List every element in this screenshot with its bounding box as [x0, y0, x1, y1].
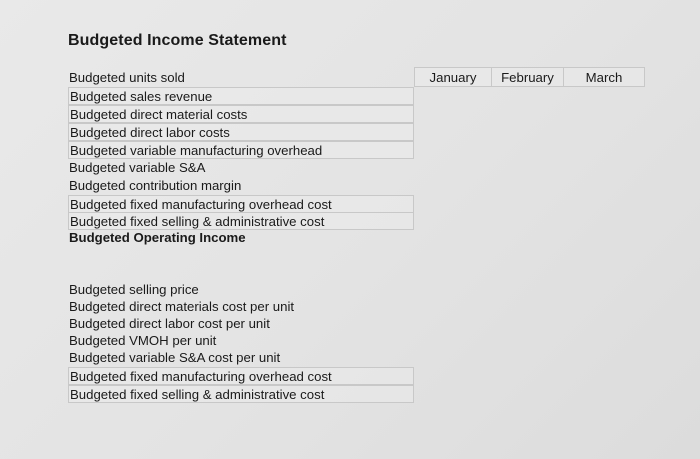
assumption-row-dl-per-unit: Budgeted direct labor cost per unit: [69, 316, 270, 331]
statement-row-contribution-margin: Budgeted contribution margin: [69, 178, 242, 193]
month-header-february[interactable]: February: [491, 67, 564, 87]
assumption-row-dm-per-unit: Budgeted direct materials cost per unit: [69, 299, 295, 314]
month-header-march[interactable]: March: [563, 67, 645, 87]
assumption-row-fixed-moh[interactable]: Budgeted fixed manufacturing overhead cost: [68, 367, 414, 385]
assumption-row-fixed-sa[interactable]: Budgeted fixed selling & administrative cost: [68, 385, 414, 403]
statement-row-variable-sa: Budgeted variable S&A: [69, 160, 206, 175]
assumption-row-variable-sa-per-unit: Budgeted variable S&A cost per unit: [69, 350, 281, 365]
statement-row-direct-labor[interactable]: Budgeted direct labor costs: [68, 123, 414, 141]
statement-row-variable-moh[interactable]: Budgeted variable manufacturing overhead: [68, 141, 414, 159]
statement-row-units-sold: Budgeted units sold: [69, 70, 185, 85]
page-title: Budgeted Income Statement: [68, 32, 287, 49]
statement-row-direct-material[interactable]: Budgeted direct material costs: [68, 105, 414, 123]
assumption-row-selling-price: Budgeted selling price: [69, 282, 199, 297]
assumption-row-vmoh-per-unit: Budgeted VMOH per unit: [69, 333, 217, 348]
statement-row-operating-income: Budgeted Operating Income: [69, 230, 246, 245]
month-header-january[interactable]: January: [414, 67, 492, 87]
statement-row-fixed-sa[interactable]: Budgeted fixed selling & administrative cost: [68, 212, 414, 230]
statement-row-sales-revenue[interactable]: Budgeted sales revenue: [68, 87, 414, 105]
statement-row-fixed-moh[interactable]: Budgeted fixed manufacturing overhead cost: [68, 195, 414, 213]
month-header-row: [414, 67, 644, 87]
